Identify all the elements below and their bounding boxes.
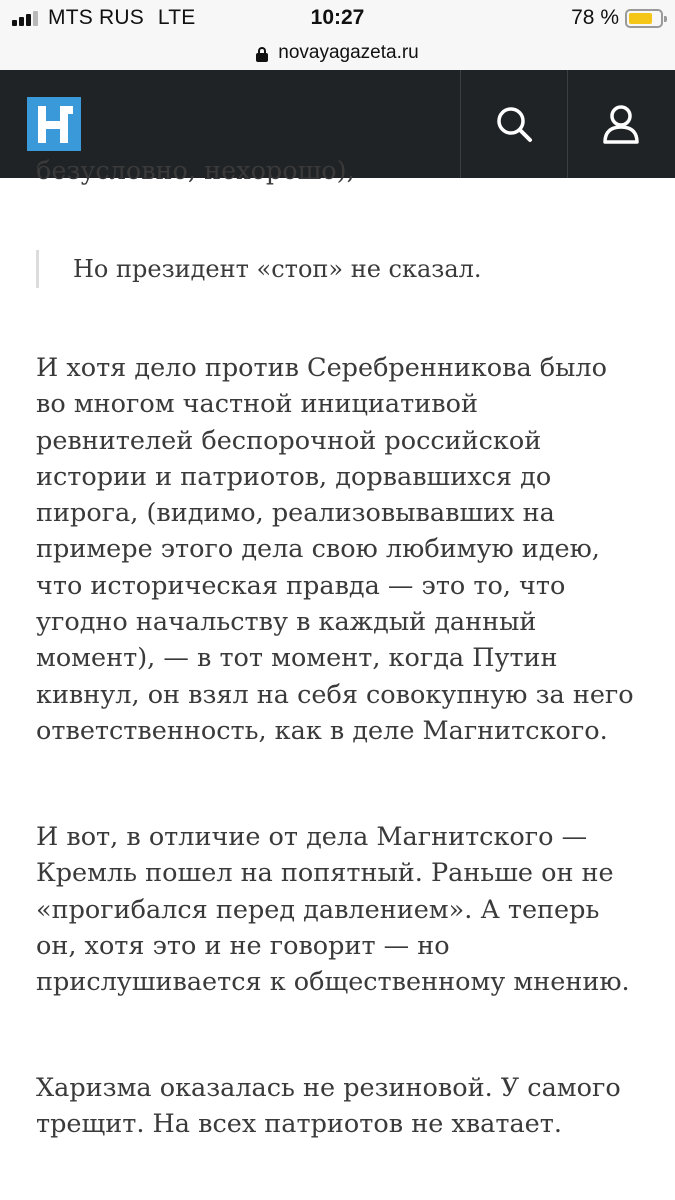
pull-quote: Но президент «стоп» не сказал.: [36, 250, 482, 288]
clock: 10:27: [310, 6, 365, 29]
url-domain[interactable]: novayagazeta.ru: [278, 42, 419, 63]
status-bar: [0, 0, 675, 36]
battery-icon: [625, 9, 663, 28]
network-type: LTE: [157, 6, 196, 29]
search-icon: [494, 104, 534, 144]
carrier-name: MTS RUS: [48, 6, 144, 29]
user-icon: [602, 104, 640, 144]
battery-level: [629, 13, 652, 24]
status-right: [571, 6, 663, 30]
clipped-text-line: безусловно, нехорошо),: [36, 156, 355, 186]
article-body: [0, 156, 675, 1200]
url-bar[interactable]: [0, 36, 675, 70]
article-paragraph: Харизма оказалась не резиновой. У самого трещит. На всех патриотов не хватает.: [36, 1073, 621, 1140]
novaya-gazeta-logo-icon[interactable]: [27, 97, 81, 151]
article-paragraph: И хотя дело против Серебренникова было во многом частной инициативой ревнителей беспорочной российской истории и патриотов, дорвавшихся до пирога, (видимо, реализовывавших на примере этого дела свою любимую идею, что историческая правда — это то, что угодно начальству в каждый данный момент), — в тот момент, когда Путин кивнул, он взял на себя совокупную за него ответственность, как в деле Магнитского.: [36, 353, 634, 746]
account-button[interactable]: [567, 70, 673, 178]
lock-icon: [256, 47, 268, 62]
article-paragraph: И вот, в отличие от дела Магнитского — Кремль пошел на попятный. Раньше он не «прогибался перед давлением». А теперь он, хотя это и не говорит — но прислушивается к общественному мнению.: [36, 822, 630, 998]
search-button[interactable]: [460, 70, 566, 178]
battery-percent: 78 %: [571, 6, 619, 29]
